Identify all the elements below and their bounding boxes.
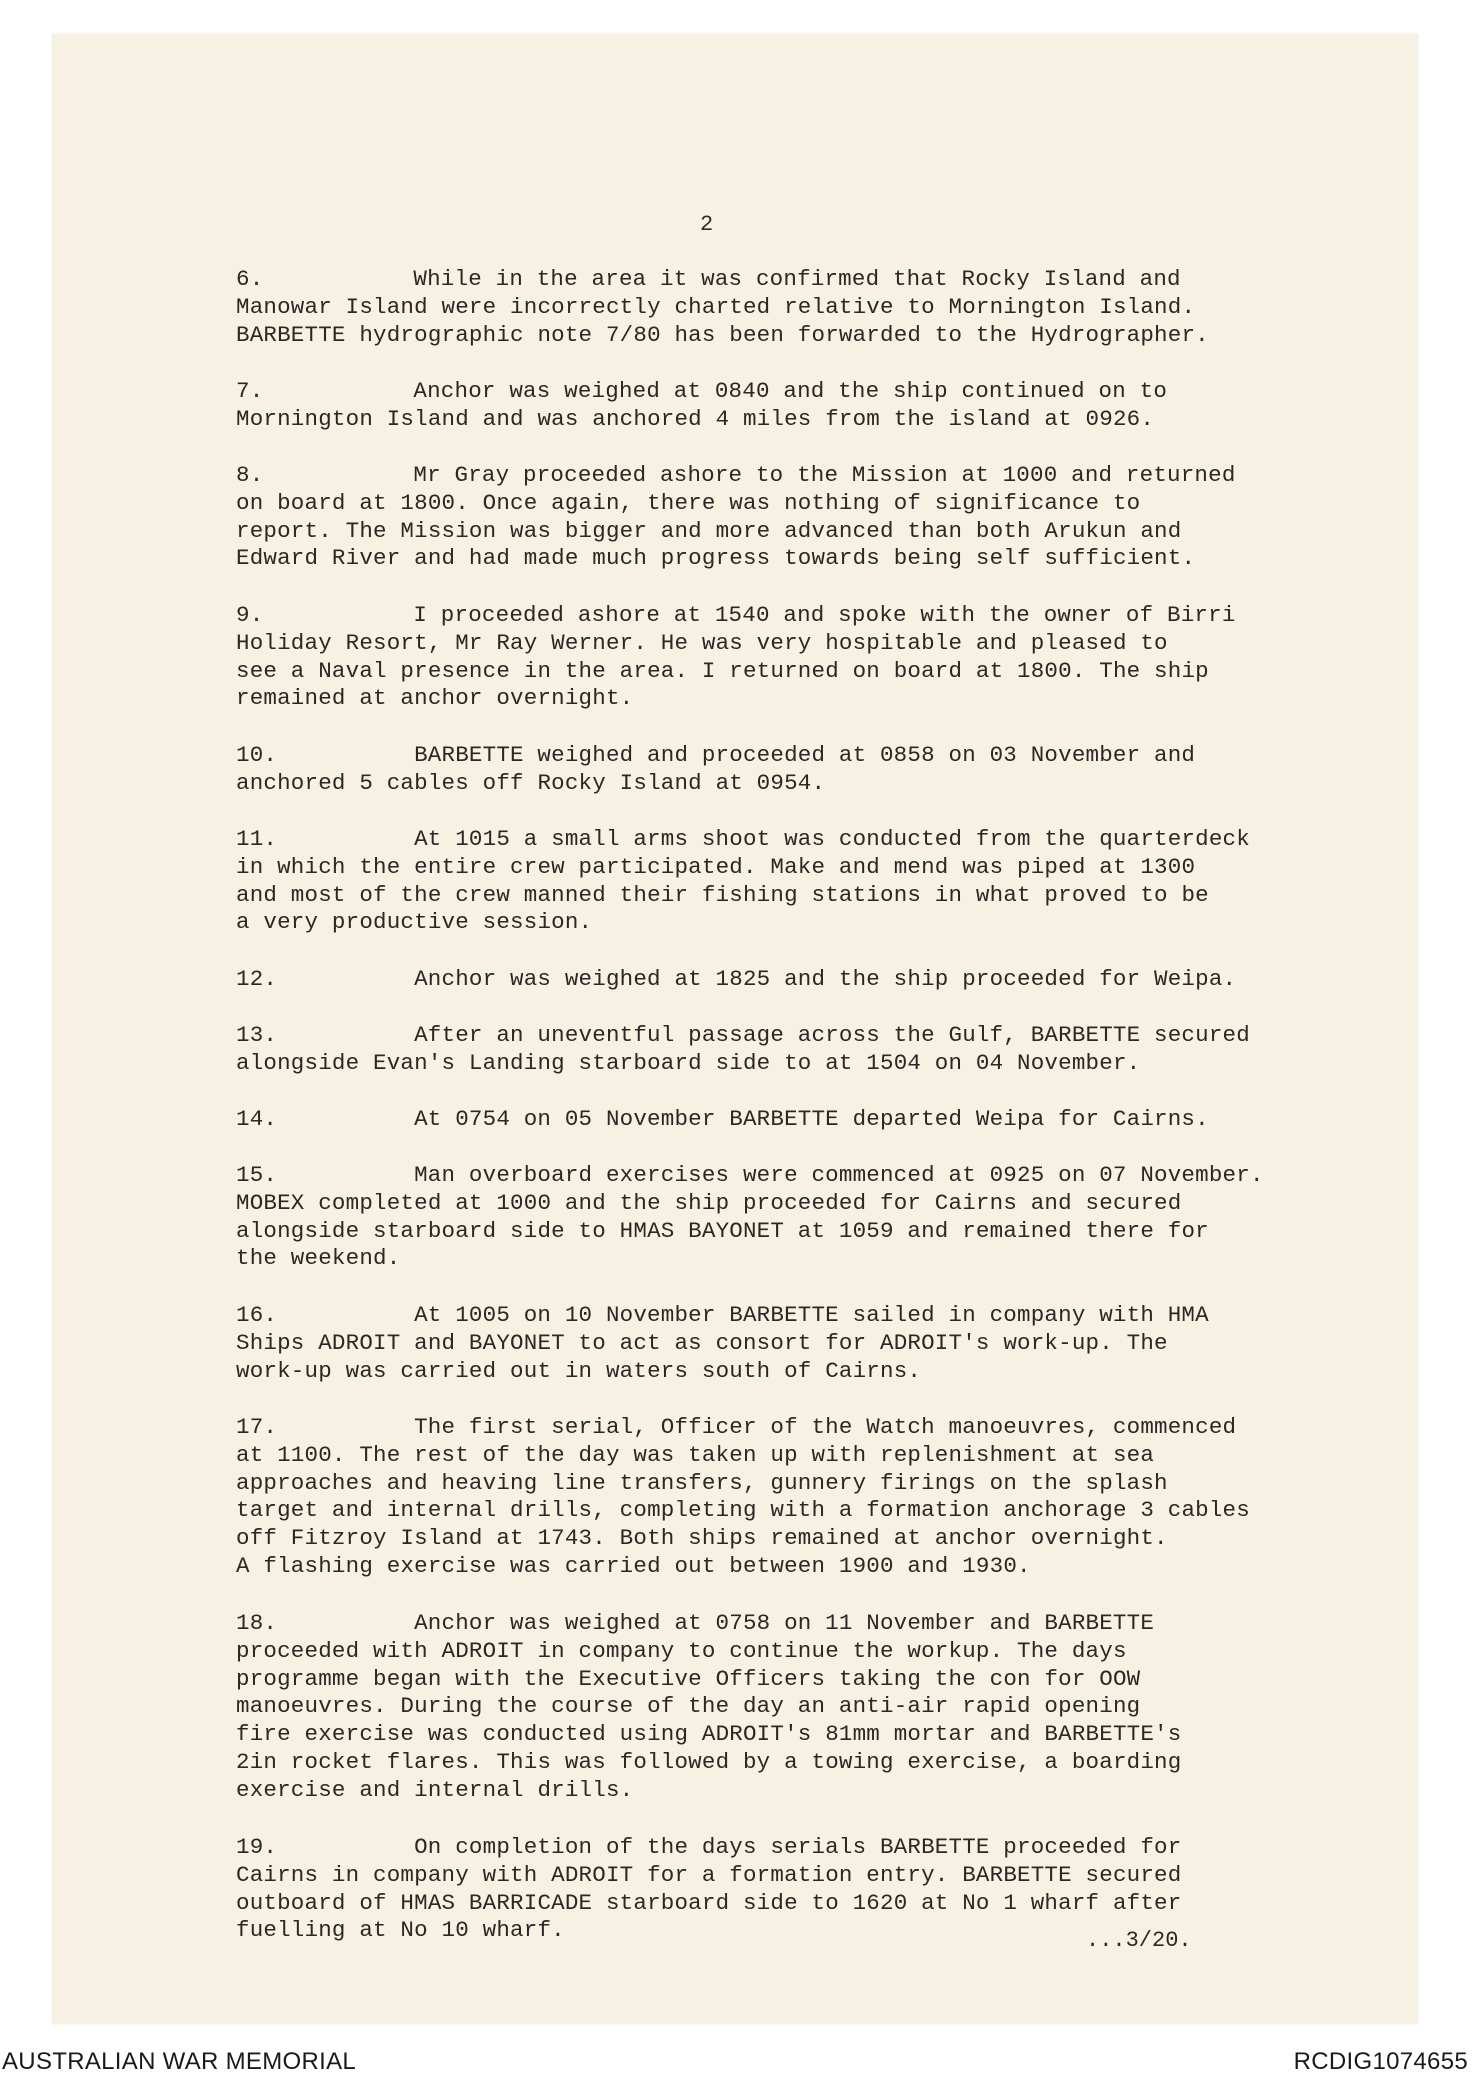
paragraph-8: 8. Mr Gray proceeded ashore to the Mission at 1000 and returned on board at 1800. Once again, there was nothing of significance to report. The Mission was bigger and more advanced than both Arukun and Edward River and had made much progress towards being self sufficient. (236, 462, 1236, 572)
paragraph-7: 7. Anchor was weighed at 0840 and the ship continued on to Mornington Island and was anchored 4 miles from the island at 0926. (236, 378, 1168, 432)
continuation-marker: ...3/20. (1086, 1928, 1192, 1953)
paragraph-9: 9. I proceeded ashore at 1540 and spoke with the owner of Birri Holiday Resort, Mr Ray Werner. He was very hospitable and pleased to see a Naval presence in the area. I returned on board at 1800. The ship remained at anchor overnight. (236, 602, 1236, 712)
paragraph-15: 15. Man overboard exercises were commenced at 0925 on 07 November. MOBEX completed at 1000 and the ship proceeded for Cairns and secured alongside starboard side to HMAS BAYONET at 1059 and remained there for the weekend. (236, 1162, 1264, 1272)
footer-record-id: RCDIG1074655 (1293, 2048, 1468, 2075)
paragraph-6: 6. While in the area it was confirmed that Rocky Island and Manowar Island were incorrectly charted relative to Mornington Island. BARBETTE hydrographic note 7/80 has been forwarded to the Hydrographer. (236, 266, 1209, 348)
paragraph-11: 11. At 1015 a small arms shoot was conducted from the quarterdeck in which the entire crew participated. Make and mend was piped at 1300 and most of the crew manned their fishing stations in what proved to be a very productive session. (236, 826, 1250, 936)
paragraph-19: 19. On completion of the days serials BARBETTE proceeded for Cairns in company with ADROIT for a formation entry. BARBETTE secured outboard of HMAS BARRICADE starboard side to 1620 at No 1 wharf after fuelling at No 10 wharf. (236, 1834, 1182, 1944)
paragraph-14: 14. At 0754 on 05 November BARBETTE departed Weipa for Cairns. (236, 1106, 1209, 1132)
paragraph-13: 13. After an uneventful passage across the Gulf, BARBETTE secured alongside Evan's Landing starboard side to at 1504 on 04 November. (236, 1022, 1250, 1076)
paragraph-18: 18. Anchor was weighed at 0758 on 11 November and BARBETTE proceeded with ADROIT in company to continue the workup. The days programme began with the Executive Officers taking the con for OOW manoeuvres. During the course of the day an anti-air rapid opening fire exercise was conducted using ADROIT's 81mm mortar and BARBETTE's 2in rocket flares. This was followed by a towing exercise, a boarding exercise and internal drills. (236, 1610, 1182, 1803)
paragraph-10: 10. BARBETTE weighed and proceeded at 0858 on 03 November and anchored 5 cables off Rocky Island at 0954. (236, 742, 1196, 796)
page-number: 2 (700, 212, 714, 237)
paragraph-16: 16. At 1005 on 10 November BARBETTE sailed in company with HMA Ships ADROIT and BAYONET to act as consort for ADROIT's work-up. The work-up was carried out in waters south of Cairns. (236, 1302, 1209, 1384)
footer-source: AUSTRALIAN WAR MEMORIAL (2, 2048, 357, 2075)
paragraph-17: 17. The first serial, Officer of the Watch manoeuvres, commenced at 1100. The rest of the day was taken up with replenishment at sea approaches and heaving line transfers, gunnery firings on the splash target and internal drills, completing with a formation anchorage 3 cables off Fitzroy Island at 1743. Both ships remained at anchor overnight. A flashing exercise was carried out between 1900 and 1930. (236, 1414, 1250, 1579)
paragraph-12: 12. Anchor was weighed at 1825 and the ship proceeded for Weipa. (236, 966, 1237, 992)
